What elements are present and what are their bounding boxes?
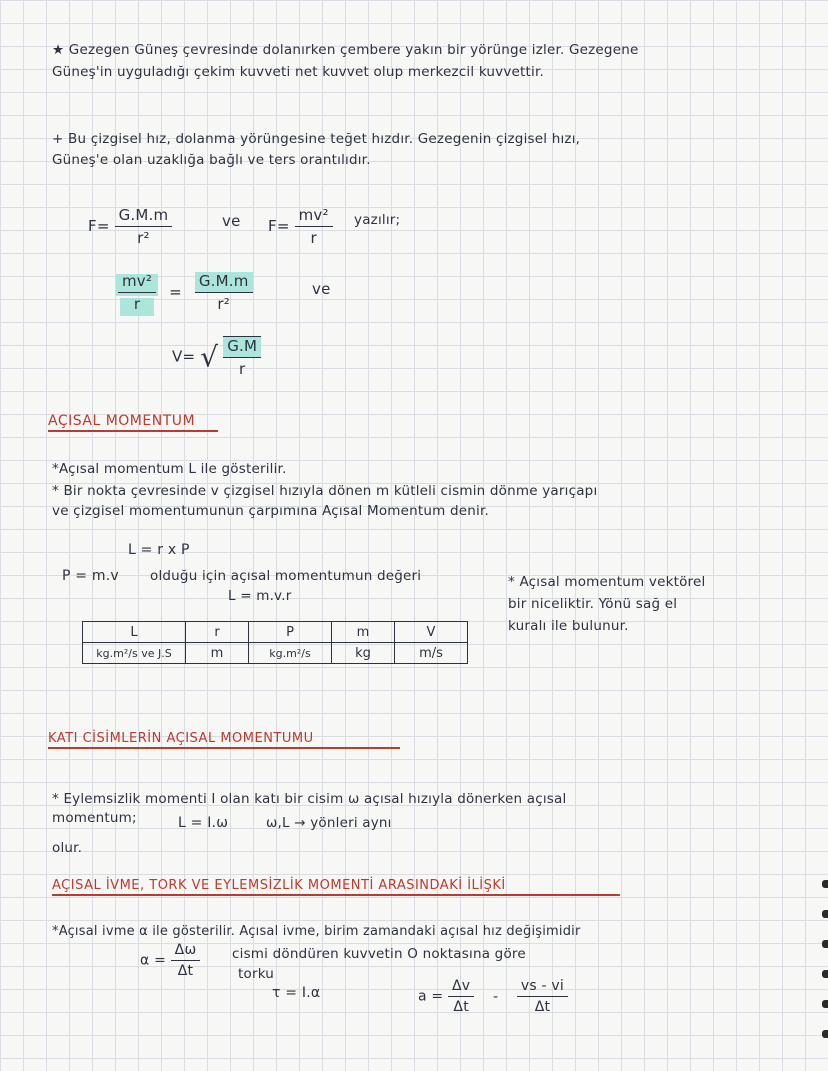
alpha-den: Δt	[177, 963, 194, 979]
alpha-fraction	[171, 942, 201, 979]
binder-hole	[822, 1000, 828, 1008]
th-P: P	[249, 622, 332, 643]
f1-den: r²	[137, 229, 150, 247]
unit-L: kg.m²/s ve J.S	[83, 643, 186, 664]
section-title-relation: AÇISAL İVME, TORK VE EYLEMSİZLİK MOMENTİ ARASINDAKİ İLİŞKİ	[52, 878, 506, 893]
a-den: Δt	[453, 999, 469, 1015]
s3-line-2: cismi döndüren kuvvetin O noktasına göre	[232, 946, 526, 962]
s3-line-1: *Açısal ivme α ile gösterilir. Açısal ivme, birim zamandaki açısal hız değişimidir	[52, 924, 581, 939]
eq-lhs-num: mv²	[118, 272, 156, 293]
binder-hole	[822, 940, 828, 948]
units-table	[82, 621, 468, 664]
th-V: V	[395, 622, 468, 643]
eq-rhs-den: r²	[217, 295, 230, 313]
intro-line-1: ★ Gezegen Güneş çevresinde dolanırken çembere yakın bir yörünge izler. Gezegene	[52, 42, 639, 58]
alpha-num: Δω	[171, 942, 201, 961]
s2-olur: olur.	[52, 840, 83, 856]
side-note-2: bir niceliktir. Yönü sağ el	[508, 596, 678, 612]
a-num: Δv	[448, 978, 474, 997]
eq-rhs-num: G.M.m	[195, 272, 253, 293]
eq-L-value: L = m.v.r	[228, 588, 292, 604]
a2-den: Δt	[534, 999, 551, 1015]
formula-velocity	[172, 336, 261, 378]
a2-fraction	[517, 978, 568, 1015]
section-title-angular-momentum: AÇISAL MOMENTUM	[48, 413, 196, 429]
eq-P: P = m.v	[62, 568, 119, 584]
f2-num: mv²	[295, 206, 333, 227]
title-underline-3	[52, 894, 620, 896]
binder-holes	[822, 880, 828, 1060]
a-lhs: a =	[418, 988, 444, 1005]
formula-centripetal	[268, 206, 333, 247]
ve-2: ve	[312, 280, 331, 298]
th-L: L	[83, 622, 186, 643]
linear-acc-formula	[418, 978, 568, 1015]
s2-eq: L = I.ω	[178, 815, 229, 831]
unit-m: kg	[332, 643, 395, 664]
units-table-header-row	[83, 622, 468, 643]
s2-line-2: momentum;	[52, 810, 137, 826]
v-fraction	[223, 336, 261, 378]
eq-lhs-fraction	[118, 272, 156, 313]
side-note-3: kuralı ile bulunur.	[508, 618, 629, 634]
f1-num: G.M.m	[115, 206, 173, 227]
binder-hole	[822, 970, 828, 978]
f1-fraction	[115, 206, 173, 247]
unit-P: kg.m²/s	[249, 643, 332, 664]
formula-gravity	[88, 206, 172, 247]
v-num: G.M	[223, 337, 261, 358]
eq-sign: =	[169, 283, 182, 301]
s2-line-1: * Eylemsizlik momenti I olan katı bir cisim ω açısal hızıyla dönerken açısal	[52, 791, 567, 807]
a-fraction	[448, 978, 474, 1015]
intro-line-2: Güneş'in uyguladığı çekim kuvveti net kuvvet olup merkezcil kuvvettir.	[52, 64, 544, 80]
unit-r: m	[186, 643, 249, 664]
side-note-1: * Açısal momentum vektörel	[508, 574, 706, 590]
s1-line-3: ve çizgisel momentumunun çarpımına Açısal Momentum denir.	[52, 503, 489, 519]
f2-lhs: F=	[268, 217, 290, 235]
v-den: r	[239, 360, 246, 378]
f2-fraction	[295, 206, 333, 247]
title-underline-2	[48, 747, 400, 749]
s1-line-1: *Açısal momentum L ile gösterilir.	[52, 461, 287, 477]
section-title-rigid-body: KATI CİSİMLERİN AÇISAL MOMENTUMU	[48, 731, 314, 746]
eq-lhs-den: r	[133, 295, 141, 313]
unit-V: m/s	[395, 643, 468, 664]
binder-hole	[822, 1030, 828, 1038]
v-lhs: V=	[172, 347, 196, 366]
binder-hole	[822, 910, 828, 918]
a2-num: vs - vi	[517, 978, 568, 997]
s3-torku: torku	[238, 966, 275, 982]
units-table-unit-row	[83, 643, 468, 664]
eq-L-cross: L = r x P	[128, 542, 190, 558]
alpha-lhs: α =	[140, 952, 167, 969]
a-dash: -	[492, 988, 499, 1005]
f1-lhs: F=	[88, 217, 110, 235]
f2-tail: yazılır;	[354, 212, 401, 228]
f2-den: r	[310, 229, 317, 247]
eq-P-text: olduğu için açısal momentumun değeri	[150, 568, 422, 584]
intro-line-4: Güneş'e olan uzaklığa bağlı ve ters orantılıdır.	[52, 152, 371, 168]
title-underline-1	[48, 430, 218, 432]
th-r: r	[186, 622, 249, 643]
tau-formula: τ = I.α	[272, 985, 321, 1001]
intro-line-3: + Bu çizgisel hız, dolanma yörüngesine teğet hızdır. Gezegenin çizgisel hızı,	[52, 131, 581, 147]
ve-1: ve	[222, 212, 241, 230]
th-m: m	[332, 622, 395, 643]
formula-equality	[118, 272, 253, 313]
s2-note: ω,L → yönleri aynı	[266, 815, 392, 831]
eq-rhs-fraction	[195, 272, 253, 313]
alpha-formula	[140, 942, 200, 979]
sqrt-sign: √	[200, 340, 219, 374]
s1-line-2: * Bir nokta çevresinde v çizgisel hızıyla dönen m kütleli cismin dönme yarıçapı	[52, 483, 598, 499]
binder-hole	[822, 880, 828, 888]
